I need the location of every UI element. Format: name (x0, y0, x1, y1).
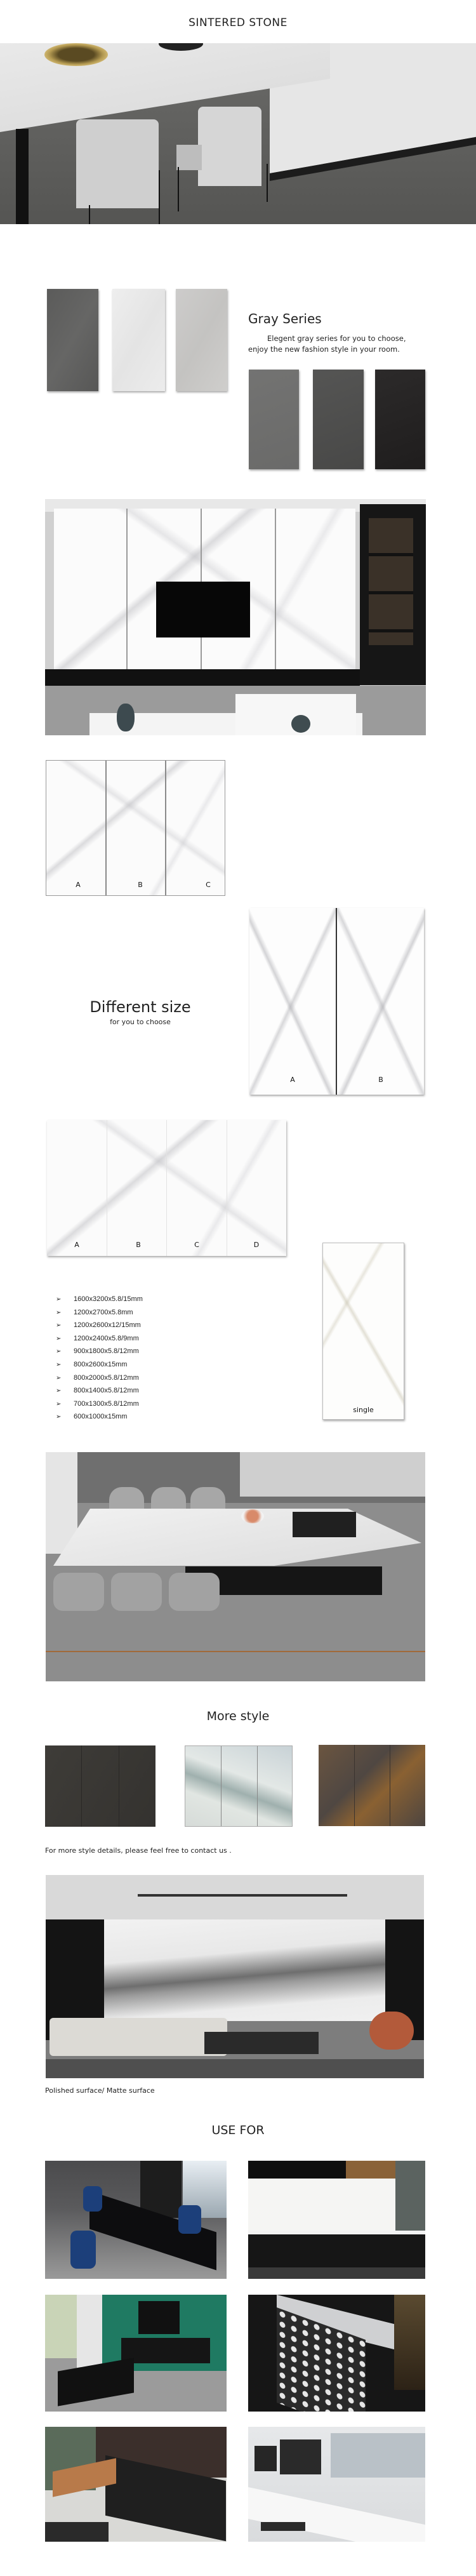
tile-white-textured (112, 289, 165, 391)
different-size-subtitle: for you to choose (110, 1018, 171, 1026)
size-list (56, 1293, 143, 1424)
single-slab (322, 1243, 404, 1420)
page-title: SINTERED STONE (188, 17, 288, 29)
tile-dark-brown-veined (45, 1745, 155, 1827)
bookmatch-label-b: B (378, 1076, 383, 1084)
bookmatch-label-a: A (290, 1076, 295, 1084)
use-dining-table-image (45, 2161, 227, 2279)
surface-caption: Polished surface/ Matte surface (45, 2086, 155, 2095)
arrow-bullet-icon: ➢ (56, 1374, 62, 1382)
tv-console (45, 669, 360, 686)
tv (138, 2301, 180, 2334)
mirror (255, 2446, 277, 2471)
mirror (280, 2439, 321, 2474)
arrow-bullet-icon: ➢ (56, 1387, 62, 1395)
use-bathroom-vanity-image (248, 2427, 425, 2542)
size-item: ➢ 900x1800x5.8/12mm (56, 1345, 143, 1358)
coffee-table (204, 2032, 319, 2054)
arrow-bullet-icon: ➢ (56, 1413, 62, 1421)
tile-dark-gray-veined (47, 289, 98, 391)
arrow-bullet-icon: ➢ (56, 1322, 62, 1330)
slab-label-a: A (76, 881, 81, 889)
tile-light-gray-veined (176, 289, 227, 391)
size-item: ➢ 1200x2700x5.8mm (56, 1306, 143, 1319)
living-room-tv-wall-image (45, 499, 426, 735)
slab-label-d: D (253, 1241, 260, 1249)
chair (53, 1573, 104, 1611)
tile-medium-gray (249, 370, 299, 469)
slab-label-b: B (136, 1241, 141, 1249)
hero-image (0, 43, 476, 224)
arrow-bullet-icon: ➢ (56, 1361, 62, 1368)
bookmatch-slabs (249, 908, 424, 1095)
kitchen-island-image (46, 1452, 425, 1681)
arrow-bullet-icon: ➢ (56, 1400, 62, 1408)
slab-label-b: B (138, 881, 143, 889)
gray-series-description-line1: Elegent gray series for you to choose, (267, 334, 406, 343)
landscape-marble-wall (104, 1919, 385, 2021)
slab-set-abc (46, 760, 225, 896)
size-item: ➢ 1600x3200x5.8/15mm (56, 1293, 143, 1306)
use-kitchen-cabinets-image (248, 2161, 425, 2279)
chair (111, 1573, 162, 1611)
island-countertop (53, 1509, 421, 1566)
tile-white-green-landscape (185, 1745, 293, 1827)
size-item: ➢ 700x1300x5.8/12mm (56, 1398, 143, 1411)
arrow-bullet-icon: ➢ (56, 1348, 62, 1356)
chair (76, 119, 159, 208)
landscape-marble-living-room-image (46, 1875, 424, 2078)
tv (156, 582, 250, 637)
vanity-counter (248, 2487, 425, 2542)
size-item: ➢ 1200x2600x12/15mm (56, 1319, 143, 1332)
arrow-bullet-icon: ➢ (56, 1296, 62, 1303)
single-slab-label: single (353, 1406, 374, 1414)
sofa (50, 2018, 227, 2056)
size-item: ➢ 800x1400x5.8/12mm (56, 1384, 143, 1398)
arrow-bullet-icon: ➢ (56, 1335, 62, 1342)
gray-series-description-line2: enjoy the new fashion style in your room. (248, 345, 400, 354)
use-kitchen-island-image (45, 2427, 227, 2542)
slab-label-c: C (206, 881, 211, 889)
tile-black-textured (375, 370, 425, 469)
slab-label-c: C (194, 1241, 199, 1249)
sink (293, 1512, 356, 1537)
use-for-title: USE FOR (211, 2123, 265, 2137)
tile-charcoal-veined (313, 370, 364, 469)
size-item: ➢ 1200x2400x5.8/9mm (56, 1332, 143, 1345)
size-item: ➢ 600x1000x15mm (56, 1410, 143, 1424)
more-style-title: More style (206, 1709, 270, 1723)
fruit-bowl (241, 1509, 264, 1523)
gray-series-title: Gray Series (248, 311, 322, 326)
lounge-chair (369, 2012, 414, 2050)
use-bar-counter-image (248, 2295, 425, 2412)
size-item: ➢ 800x2000x5.8/12mm (56, 1371, 143, 1385)
size-item: ➢ 800x2600x15mm (56, 1358, 143, 1371)
arrow-bullet-icon: ➢ (56, 1309, 62, 1316)
gold-bowl (44, 43, 108, 66)
contact-note: For more style details, please feel free to contact us . (45, 1846, 232, 1855)
slab-set-abcd (47, 1120, 286, 1256)
tile-brown-gold-onyx (319, 1745, 425, 1826)
chair (169, 1573, 220, 1611)
use-tv-cabinet-image (45, 2295, 227, 2412)
chair (198, 107, 261, 186)
different-size-title: Different size (89, 998, 191, 1016)
slab-label-a: A (74, 1241, 79, 1249)
